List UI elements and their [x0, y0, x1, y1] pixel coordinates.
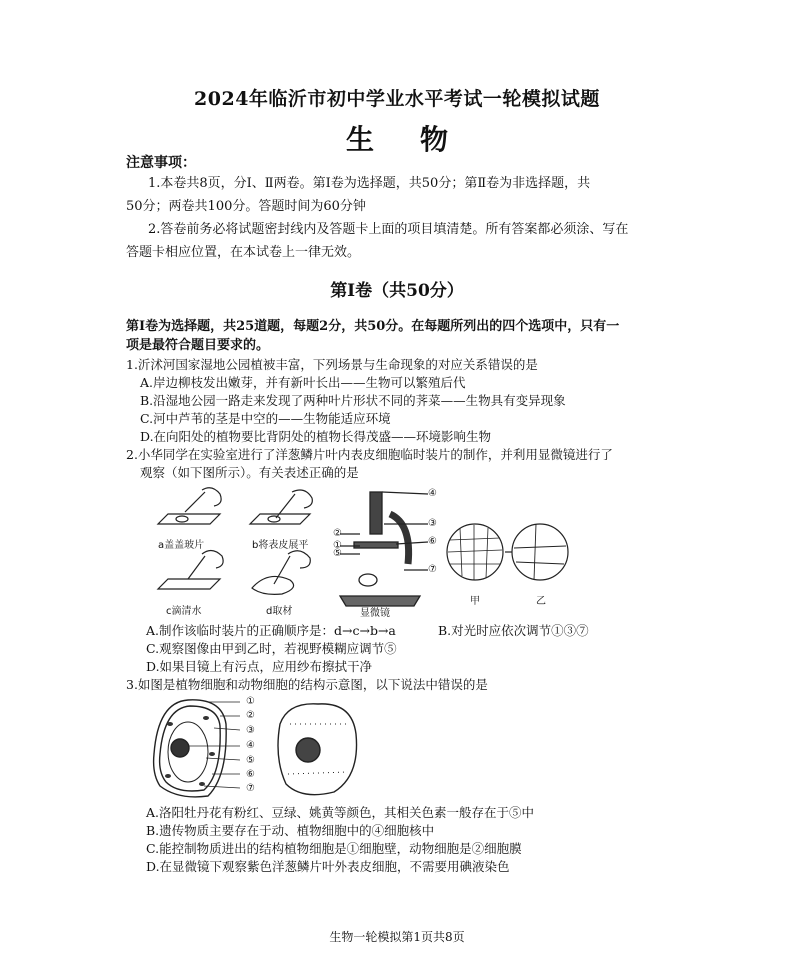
microscope-label-6: ⑥: [428, 536, 437, 547]
page-footer: 生物一轮模拟第1页共8页: [329, 930, 465, 944]
note-2-line1: 2.答卷前务必将试题密封线内及答题卡上面的项目填清楚。所有答案都必须涂、写在: [148, 222, 629, 237]
cell-label-1: ①: [246, 696, 255, 707]
q2-option-c: C.观察图像由甲到乙时，若视野模糊应调节⑤: [146, 641, 397, 656]
caption-jia: 甲: [470, 596, 480, 607]
subject-title: 生物: [345, 123, 494, 156]
q2-stem-line1: 2.小华同学在实验室进行了洋葱鳞片叶内表皮细胞临时装片的制作，并利用显微镜进行了: [126, 447, 613, 462]
notes-heading: 注意事项：: [126, 155, 196, 171]
cell-label-5: ⑤: [246, 755, 255, 766]
caption-b: b将表皮展平: [252, 540, 309, 551]
microscope-figure: [330, 484, 450, 614]
section-title: 第Ⅰ卷（共50分）: [330, 281, 464, 301]
microscope-label-3: ③: [428, 518, 437, 529]
q2-option-b: B.对光时应依次调节①③⑦: [438, 623, 589, 638]
step-b-illustration: [250, 490, 312, 524]
cell-label-6: ⑥: [246, 769, 255, 780]
caption-a: a盖盖玻片: [158, 540, 205, 551]
instructions-line2: 项是最符合题目要求的。: [126, 338, 270, 353]
microscope-label-5: ⑤: [333, 548, 342, 559]
q3-option-c: C.能控制物质进出的结构植物细胞是①细胞壁，动物细胞是②细胞膜: [146, 841, 522, 856]
q1-option-c: C.河中芦苇的茎是中空的——生物能适应环境: [140, 411, 391, 426]
q3-stem: 3.如图是植物细胞和动物细胞的结构示意图，以下说法中错误的是: [126, 677, 488, 692]
animal-cell-illustration: [278, 704, 357, 795]
cell-label-7: ⑦: [246, 783, 255, 794]
q1-stem: 1.沂沭河国家湿地公园植被丰富，下列场景与生命现象的对应关系错误的是: [126, 357, 538, 372]
q1-option-d: D.在向阳处的植物要比背阴处的植物长得茂盛——环境影响生物: [140, 429, 492, 444]
microscope-label-1: ①: [333, 540, 342, 551]
q3-option-d: D.在显微镜下观察紫色洋葱鳞片叶外表皮细胞，不需要用碘液染色: [146, 859, 510, 874]
step-c-illustration: [158, 550, 223, 589]
instructions-line1: 第Ⅰ卷为选择题，共25道题，每题2分，共50分。在每题所列出的四个选项中，只有一: [126, 319, 620, 334]
q3-option-a: A.洛阳牡丹花有粉红、豆绿、姚黄等颜色，其相关色素一般存在于⑤中: [146, 805, 535, 820]
cell-label-4: ④: [246, 740, 255, 751]
caption-d: d取材: [266, 606, 293, 617]
q2-option-a: A.制作该临时装片的正确顺序是：d→c→b→a: [146, 623, 396, 638]
caption-c: c滴清水: [166, 606, 202, 617]
step-d-illustration: [252, 551, 310, 595]
cell-label-3: ③: [246, 725, 255, 736]
microscope-label-7: ⑦: [428, 564, 437, 575]
caption-yi: 乙: [536, 596, 546, 607]
field-of-view-figure: [440, 520, 570, 590]
q1-option-a: A.岸边柳枝发出嫩芽，并有新叶长出——生物可以繁殖后代: [140, 375, 466, 390]
caption-microscope: 显微镜: [360, 608, 390, 619]
q2-stem-line2: 观察（如下图所示）。有关表述正确的是: [140, 465, 359, 480]
q3-option-b: B.遗传物质主要存在于动、植物细胞中的④细胞核中: [146, 823, 435, 838]
plant-cell-illustration: [154, 700, 227, 797]
note-1-line1: 1.本卷共8页，分Ⅰ、Ⅱ两卷。第Ⅰ卷为选择题，共50分；第Ⅱ卷为非选择题，共: [148, 176, 591, 191]
note-1-line2: 50分；两卷共100分。答题时间为60分钟: [126, 199, 366, 214]
cell-structure-figure: [148, 694, 368, 802]
note-2-line2: 答题卡相应位置，在本试卷上一律无效。: [126, 245, 361, 260]
q2-option-d: D.如果目镜上有污点，应用纱布擦拭干净: [146, 659, 373, 674]
exam-title: 2024年临沂市初中学业水平考试一轮模拟试题: [194, 88, 600, 110]
step-a-illustration: [158, 488, 221, 524]
microscope-label-4: ④: [428, 488, 437, 499]
cell-label-2: ②: [246, 710, 255, 721]
q1-option-b: B.沿湿地公园一路走来发现了两种叶片形状不同的荠菜——生物具有变异现象: [140, 393, 566, 408]
microscope-label-2: ②: [333, 528, 342, 539]
